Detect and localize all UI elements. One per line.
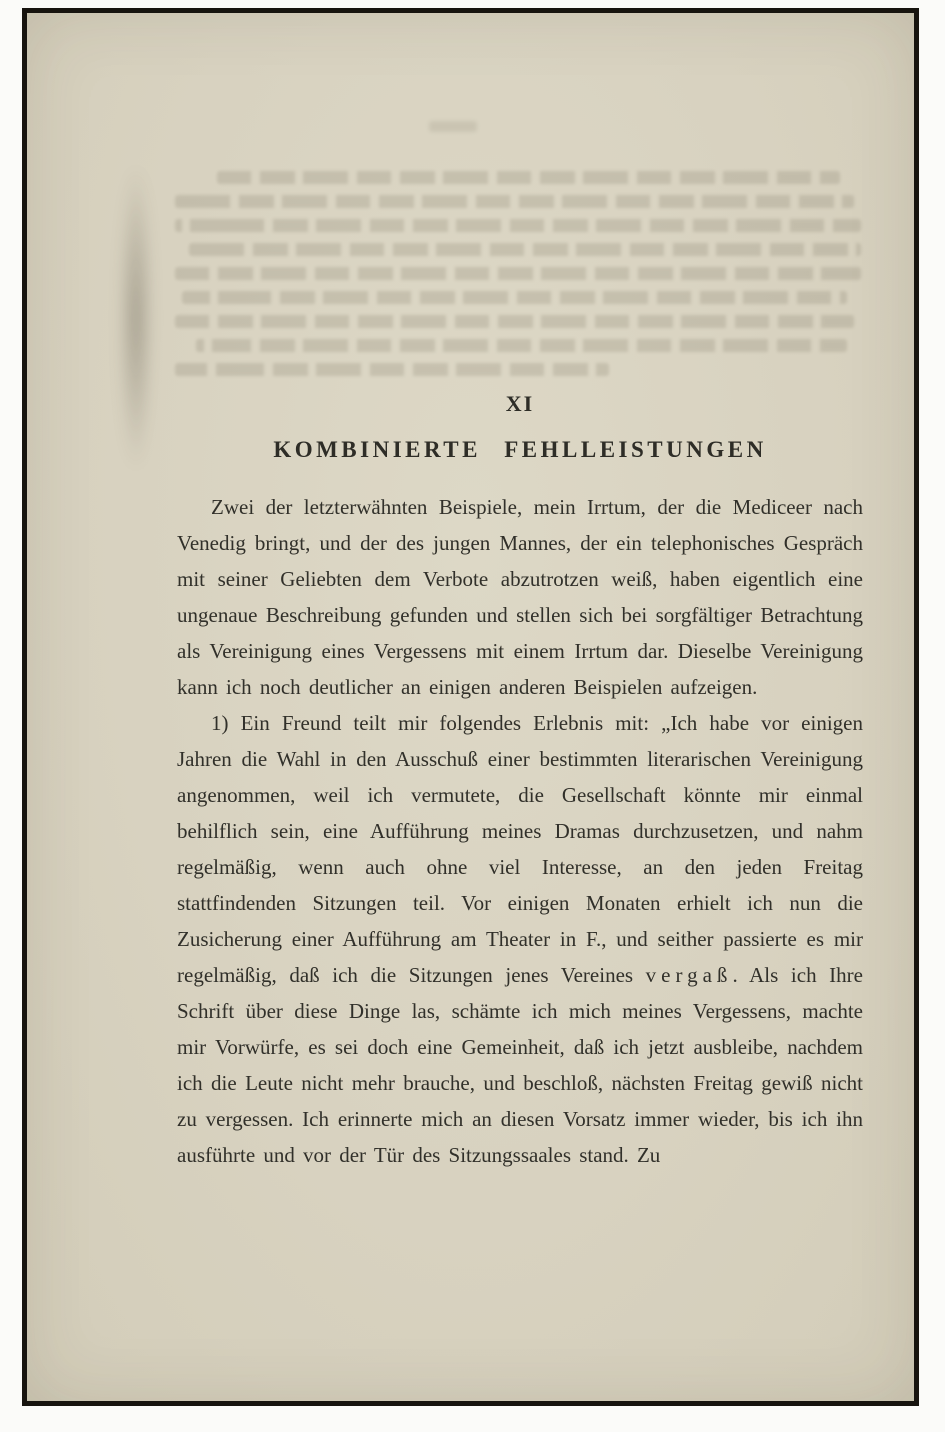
- ghost-line: [175, 363, 609, 376]
- bleedthrough-text-area: [175, 171, 875, 387]
- paragraph-2: [177, 705, 863, 1173]
- body-text: [177, 489, 863, 1173]
- chapter-title: KOMBINIERTE FEHLLEISTUNGEN: [273, 437, 767, 462]
- chapter-number: XI: [505, 391, 535, 416]
- ghost-line: [175, 195, 854, 208]
- paragraph-2-text-continued: . Als ich Ihre Schrift über diese Dinge las, schämte ich mich meines Vergessens, machte mir Vorwürfe, es sei doch eine Gemeinheit, daß ich jetzt ausbleibe, nachdem ich die Leute nicht mehr brauche, und beschloß, nächsten Freitag gewiß nicht zu vergessen. Ich erinnerte mich an diesen Vorsatz immer wieder, bis ich ihn ausführte und vor der Tür des Sitzungssaales stand. Zu: [177, 963, 863, 1167]
- ghost-line: [196, 339, 847, 352]
- ghost-line: [182, 291, 847, 304]
- emphasized-word-vergass: vergaß: [645, 963, 733, 987]
- ghost-line: [217, 171, 840, 184]
- book-page: [22, 8, 919, 1406]
- paragraph-2-text: 1) Ein Freund teilt mir folgendes Erlebnis mit: „Ich habe vor einigen Jahren die Wahl in den Ausschuß einer bestimmten literarischen Vereinigung angenommen, weil ich vermutete, die Gesellschaft könnte mir einmal behilflich sein, eine Aufführung meines Dramas durchzusetzen, und nahm regelmäßig, wenn auch ohne viel Interesse, an den jeden Freitag stattfindenden Sitzungen teil. Vor einigen Monaten erhielt ich nun die Zusicherung einer Aufführung am Theater in F., und seither passierte es mir regelmäßig, daß ich die Sitzungen jenes Vereines: [177, 711, 863, 987]
- ghost-line: [175, 267, 861, 280]
- paragraph-1: Zwei der letzterwähnten Beispiele, mein Irrtum, der die Mediceer nach Venedig bringt, und der des jungen Mannes, der ein telephonisches Gespräch mit seiner Geliebten dem Verbote abzutrotzen weiß, haben eigentlich eine ungenaue Beschreibung gefunden und stellen sich bei sorgfältiger Betrachtung als Vereinigung eines Vergessens mit einem Irrtum dar. Dieselbe Vereinigung kann ich noch deutlicher an einigen anderen Beispielen aufzeigen.: [177, 495, 863, 699]
- ghost-line: [175, 315, 854, 328]
- text-block: [177, 391, 863, 1173]
- bleedthrough-page-number: [429, 121, 477, 132]
- ghost-line: [175, 219, 861, 232]
- gutter-shadow: [119, 163, 153, 473]
- ghost-line: [189, 243, 861, 256]
